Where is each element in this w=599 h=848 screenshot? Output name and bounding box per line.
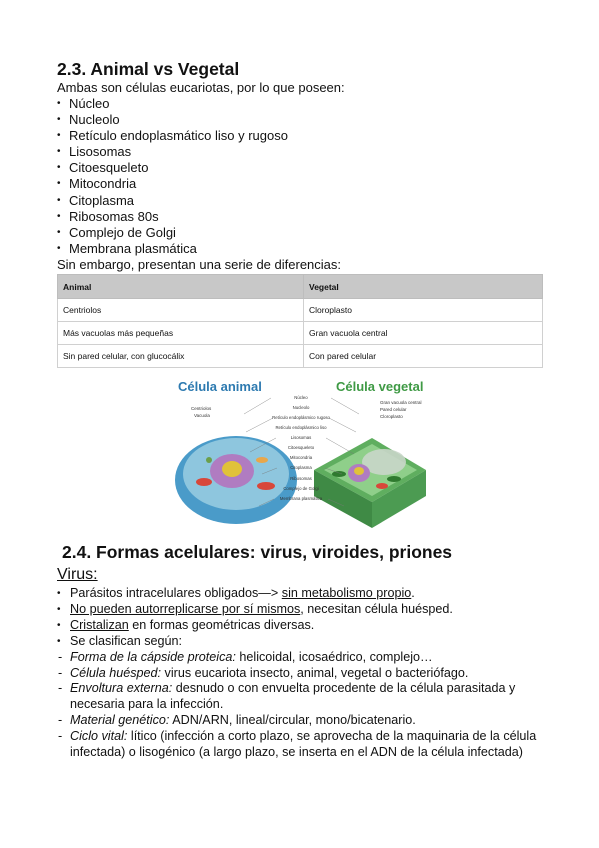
- organelle-list: [57, 96, 288, 257]
- figure-label: Vacuola: [194, 413, 210, 418]
- table-cell: Con pared celular: [304, 345, 543, 368]
- list-item: • Ribosomas 80s: [57, 209, 288, 225]
- list-item: • Cristalizan en formas geométricas diversas.: [57, 618, 547, 634]
- list-item: - Forma de la cápside proteica: helicoidal, icosaédrico, complejo…: [57, 650, 547, 666]
- figure-label: Pared celular: [380, 407, 407, 412]
- figure-label: Ribosomas: [290, 476, 312, 481]
- table-cell: Gran vacuola central: [304, 322, 543, 345]
- animal-cell-title: Célula animal: [178, 379, 262, 394]
- list-item: - Material genético: ADN/ARN, lineal/circular, mono/bicatenario.: [57, 713, 547, 729]
- table-row: [58, 299, 543, 322]
- section-title-animal-vegetal: 2.3. Animal vs Vegetal: [57, 59, 240, 79]
- figure-label: Membrana plasmática: [279, 496, 323, 501]
- list-item: • Retículo endoplasmático liso y rugoso: [57, 128, 288, 144]
- figure-label: Retículo endoplásmico liso: [275, 425, 327, 430]
- list-item: • Membrana plasmática: [57, 241, 288, 257]
- table-row: [58, 345, 543, 368]
- figure-label: Nucleolo: [292, 405, 310, 410]
- table-cell: Centriolos: [58, 299, 304, 322]
- figure-label: Complejo de Golgi: [283, 486, 319, 491]
- table-cell: Cloroplasto: [304, 299, 543, 322]
- figure-label: Citoplasma: [290, 465, 312, 470]
- list-item: - Envoltura externa: desnudo o con envuelta procedente de la célula parasitada y necesaria para la infección.: [57, 681, 547, 713]
- figure-label: Cloroplasto: [380, 414, 403, 419]
- cell-comparison-figure: [174, 374, 428, 528]
- plant-cell-title: Célula vegetal: [336, 379, 424, 394]
- table-cell: Sin pared celular, con glucocálix: [58, 345, 304, 368]
- figure-label: Lisosomas: [290, 435, 312, 440]
- figure-label: Núcleo: [294, 395, 308, 400]
- list-item: • Citoplasma: [57, 193, 288, 209]
- list-item: • Complejo de Golgi: [57, 225, 288, 241]
- table-header: Animal: [58, 275, 304, 299]
- list-item: • Núcleo: [57, 96, 288, 112]
- virus-list: [57, 586, 547, 761]
- list-item: • Mitocondria: [57, 176, 288, 192]
- table-header: Vegetal: [304, 275, 543, 299]
- list-item: • Parásitos intracelulares obligados—> sin metabolismo propio.: [57, 586, 547, 602]
- list-item: • No pueden autorreplicarse por sí mismos, necesitan célula huésped.: [57, 602, 547, 618]
- figure-label: Centriolos: [191, 406, 212, 411]
- figure-label: Mitocondria: [289, 455, 313, 460]
- list-item: • Lisosomas: [57, 144, 288, 160]
- list-item: • Citoesqueleto: [57, 160, 288, 176]
- figure-label: Gran vacuola central: [380, 400, 422, 405]
- list-item: • Nucleolo: [57, 112, 288, 128]
- intro-text: Ambas son células eucariotas, por lo que poseen:: [57, 80, 345, 95]
- figure-label: Retículo endoplásmico rugoso: [272, 415, 330, 420]
- list-item: - Ciclo vital: lítico (infección a corto plazo, se aprovecha de la maquinaria de la célula infectada) o lisogénico (a largo plazo, se inserta en el ADN de la célula infectada): [57, 729, 547, 761]
- table-header-row: [58, 275, 543, 299]
- table-row: [58, 322, 543, 345]
- table-cell: Más vacuolas más pequeñas: [58, 322, 304, 345]
- list-item: • Se clasifican según:: [57, 634, 547, 650]
- differences-table: [57, 274, 543, 368]
- differences-intro: Sin embargo, presentan una serie de diferencias:: [57, 257, 342, 272]
- section-title-formas-acelulares: 2.4. Formas acelulares: virus, viroides, priones: [62, 542, 453, 562]
- list-item: - Célula huésped: virus eucariota insecto, animal, vegetal o bacteriófago.: [57, 666, 547, 682]
- figure-label: Citoesqueleto: [287, 445, 315, 450]
- virus-subtitle: Virus:: [57, 566, 98, 583]
